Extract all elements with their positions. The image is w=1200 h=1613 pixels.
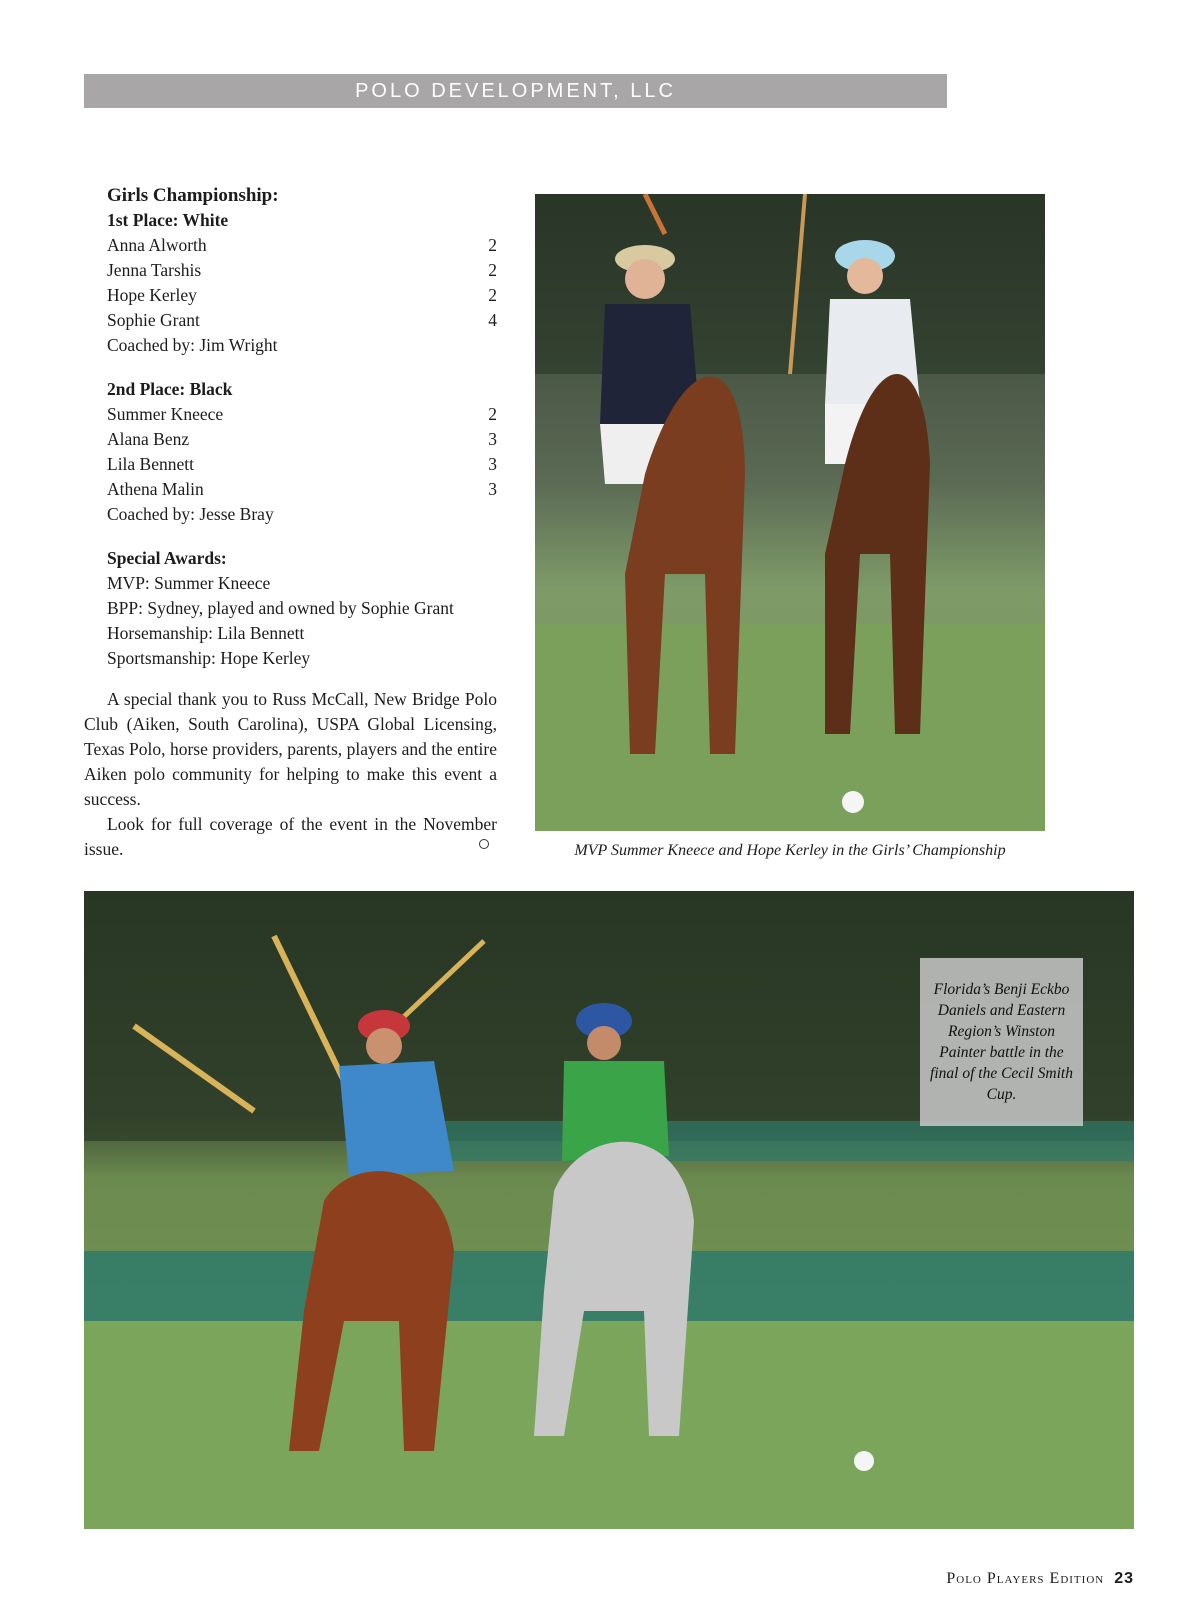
second-place-heading: 2nd Place: Black xyxy=(107,379,233,399)
section-header: POLO DEVELOPMENT, LLC xyxy=(84,74,947,108)
player-score: 2 xyxy=(488,404,497,424)
coach-line: Coached by: Jim Wright xyxy=(107,335,278,355)
results-column xyxy=(107,183,497,671)
player-score: 4 xyxy=(488,310,497,330)
player-score: 3 xyxy=(488,479,497,499)
player-name: Summer Kneece xyxy=(107,404,224,424)
award-item: Horsemanship: Lila Bennett xyxy=(107,623,305,643)
results-title: Girls Championship: xyxy=(107,185,279,206)
girls-championship-photo xyxy=(535,194,1045,831)
player-score: 2 xyxy=(488,235,497,255)
roster-row xyxy=(107,258,497,283)
player-score: 2 xyxy=(488,260,497,280)
roster-row xyxy=(107,452,497,477)
page-footer xyxy=(946,1570,1134,1588)
publication-name: Polo Players Edition xyxy=(946,1570,1105,1587)
player-score: 3 xyxy=(488,429,497,449)
top-photo-caption: MVP Summer Kneece and Hope Kerley in the Girls’ Championship xyxy=(574,842,1006,859)
coach-line: Coached by: Jesse Bray xyxy=(107,504,274,524)
player-name: Sophie Grant xyxy=(107,310,200,330)
bottom-photo-caption: Florida’s Benji Eckbo Daniels and Eastern Region’s Winston Painter battle in the final of the Cecil Smith Cup. xyxy=(920,958,1083,1126)
player-name: Lila Bennett xyxy=(107,454,194,474)
player-name: Jenna Tarshis xyxy=(107,260,202,280)
roster-row xyxy=(107,283,497,308)
page-number: 23 xyxy=(1114,1570,1134,1587)
award-item: Sportsmanship: Hope Kerley xyxy=(107,648,311,668)
player-name: Hope Kerley xyxy=(107,285,197,305)
end-of-story-icon xyxy=(479,839,489,849)
player-score: 3 xyxy=(488,454,497,474)
award-item: MVP: Summer Kneece xyxy=(107,573,271,593)
roster-row xyxy=(107,233,497,258)
first-place-heading: 1st Place: White xyxy=(107,210,229,230)
roster-row xyxy=(107,308,497,333)
player-name: Athena Malin xyxy=(107,479,204,499)
body-paragraph: A special thank you to Russ McCall, New Bridge Polo Club (Aiken, South Carolina), USPA Global Licensing, Texas Polo, horse providers, parents, players and the entire Aiken polo community for helping to make this event a success. xyxy=(84,689,497,809)
body-paragraph: Look for full coverage of the event in the November issue. xyxy=(84,814,497,859)
player-score: 2 xyxy=(488,285,497,305)
roster-row xyxy=(107,402,497,427)
roster-row xyxy=(107,427,497,452)
awards-heading: Special Awards: xyxy=(107,548,227,568)
roster-row xyxy=(107,477,497,502)
player-name: Anna Alworth xyxy=(107,235,207,255)
article-body xyxy=(84,687,497,862)
award-item: BPP: Sydney, played and owned by Sophie Grant xyxy=(107,598,454,618)
player-name: Alana Benz xyxy=(107,429,190,449)
